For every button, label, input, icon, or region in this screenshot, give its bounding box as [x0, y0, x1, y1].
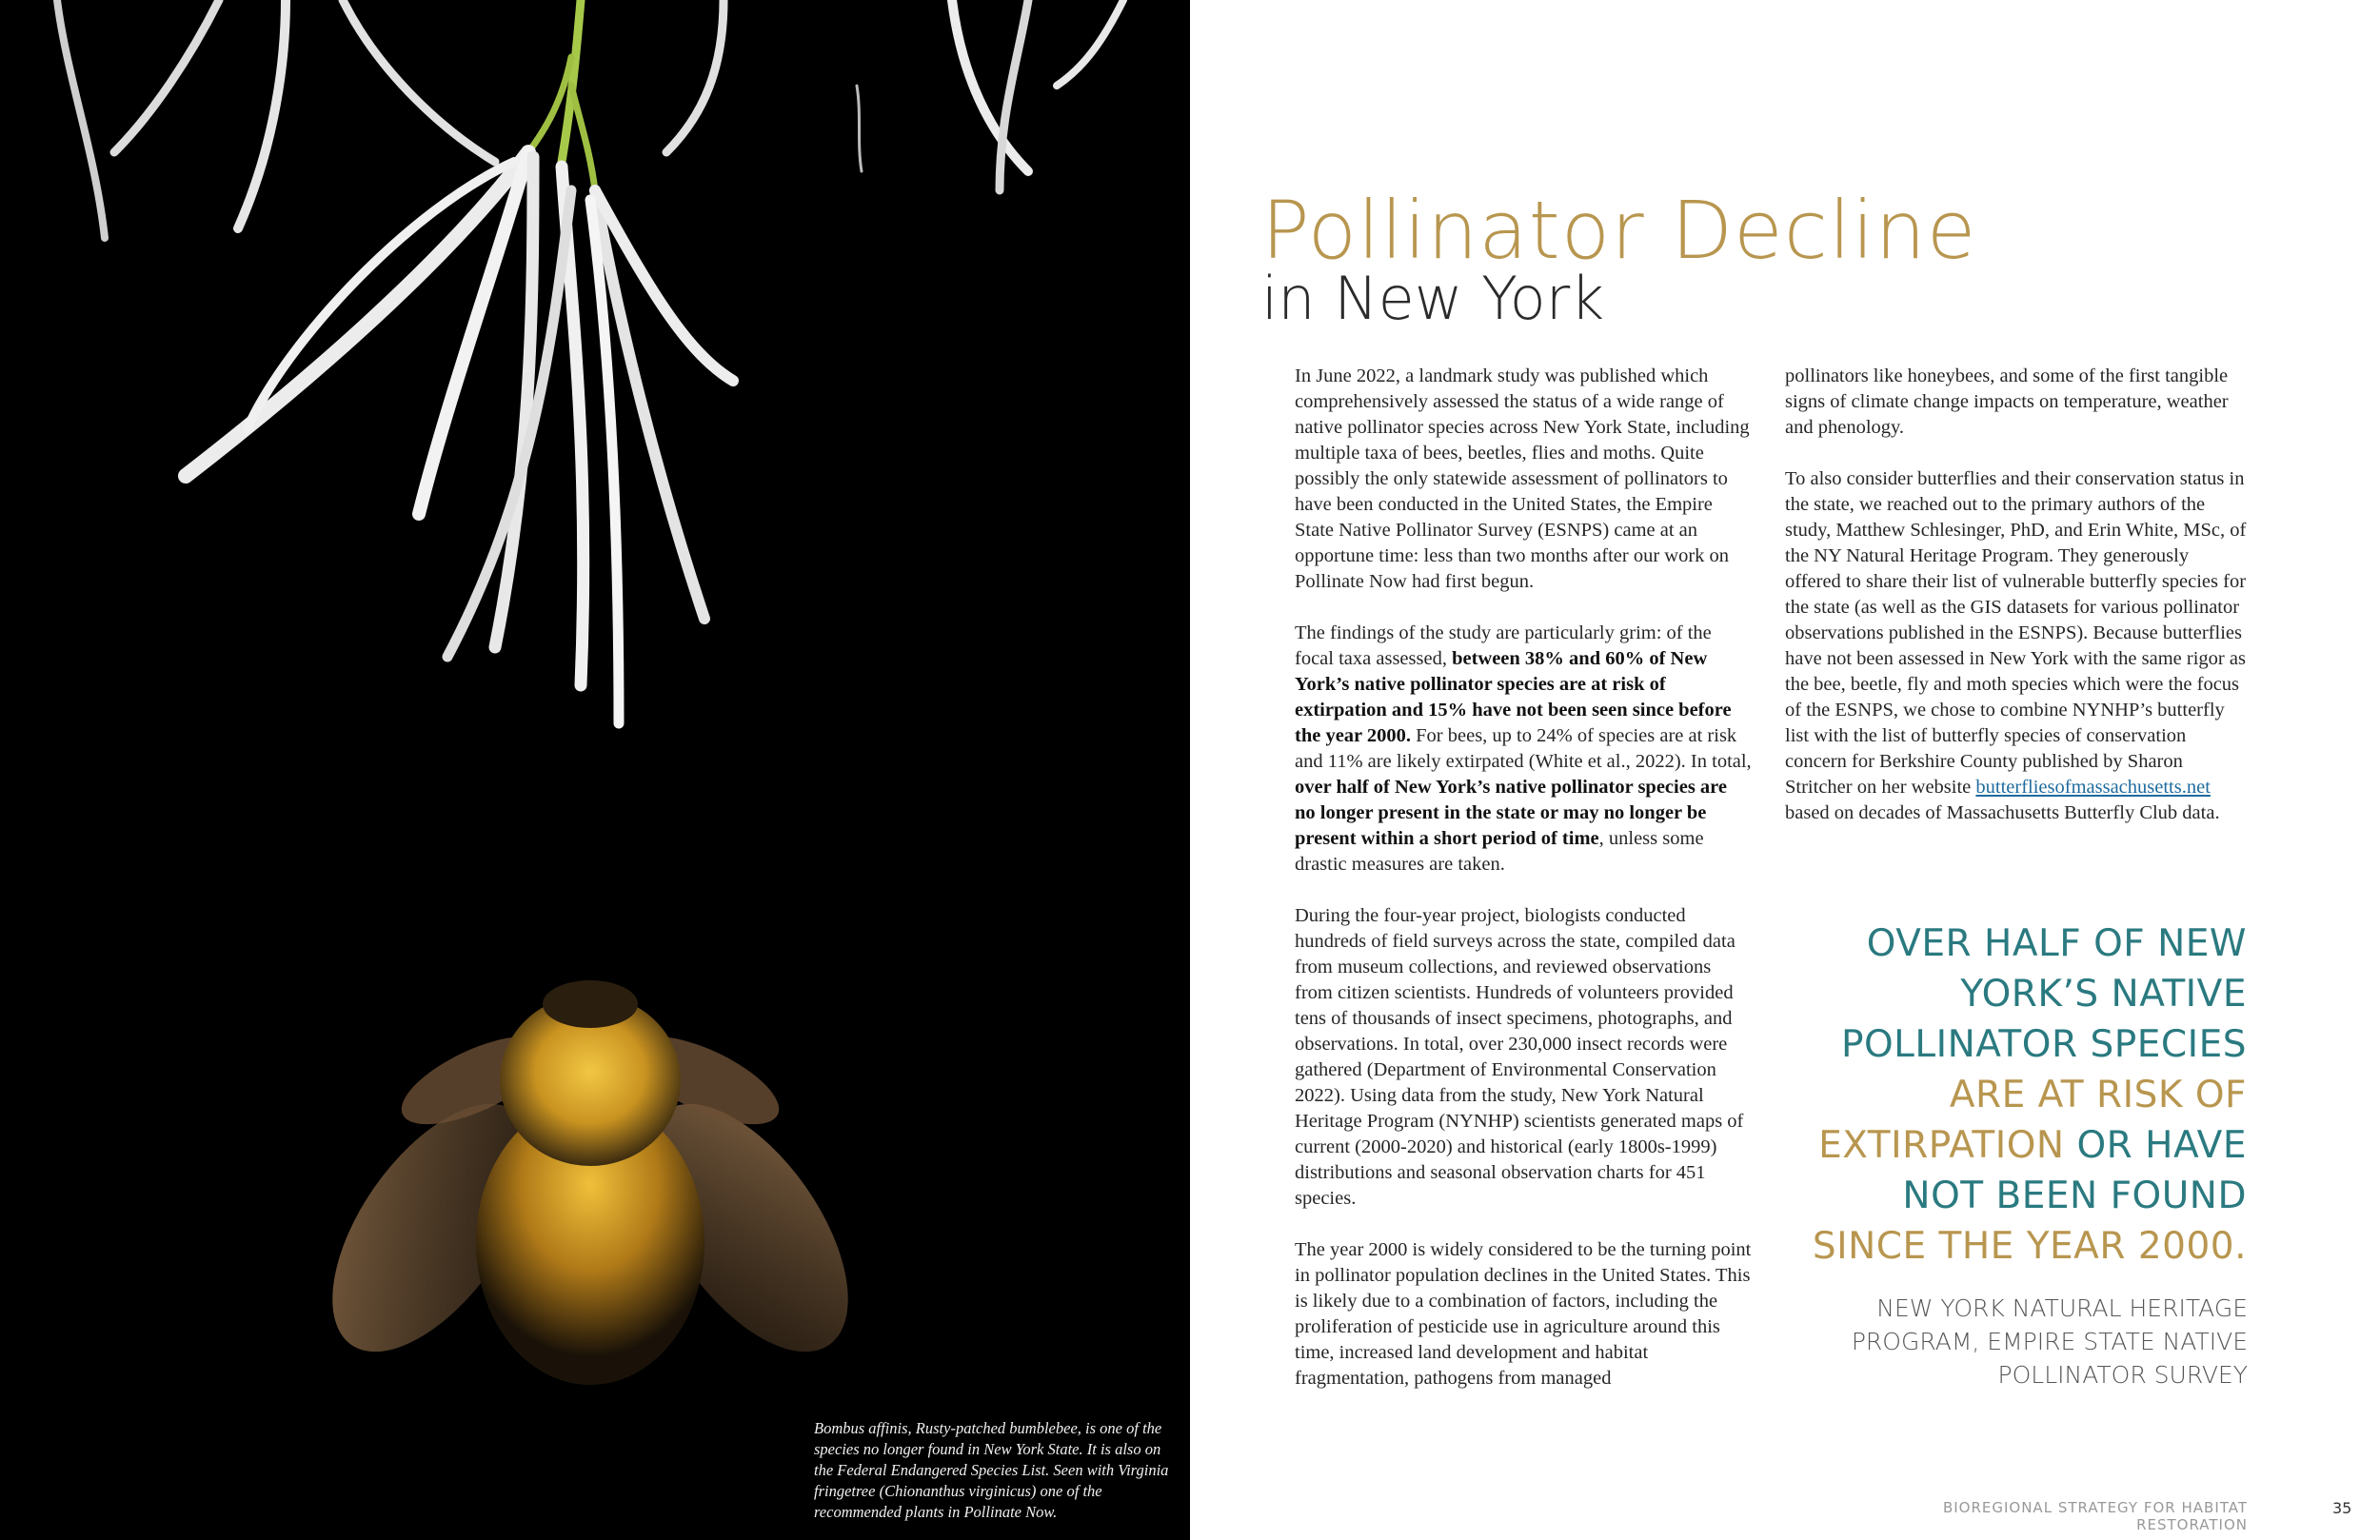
article-title: Pollinator Decline: [1261, 184, 1977, 277]
pull-quote: OVER HALF OF NEW YORK’S NATIVE POLLINATOR SPECIES ARE AT RISK OF EXTIRPATION OR HAVE NOT BEEN FOUND SINCE THE YEAR 2000.: [1812, 922, 2247, 1268]
article-subtitle: in New York: [1261, 264, 1605, 333]
paragraph: During the four-year project, biologists conducted hundreds of field surveys across the state, compiled data from museum collections, and reviewed observations from citizen scientists. Hundreds of volunteers provided tens of thousands of insect specimens, photographs, and observations. In total, over 230,000 insect records were gathered (Department of Environmental Conservation 2022). Using data from the study, New York Natural Heritage Program (NYNHP) scientists generated maps of current (2000-2020) and historical (early 1800s-1999) distributions and seasonal observation charts for 451 species.: [1295, 905, 1744, 1209]
paragraph: The year 2000 is widely considered to be the turning point in pollinator population declines in the United States. This is likely due to a combination of factors, including the proliferation of pesticide use in agriculture around this time, increased land development and habitat fragmentation, pathogens from managed: [1295, 1239, 1752, 1389]
pull-quote-source: NEW YORK NATURAL HERITAGE PROGRAM, EMPIRE STATE NATIVE POLLINATOR SURVEY: [1851, 1294, 2248, 1389]
paragraph: pollinators like honeybees, and some of the first tangible signs of climate change impacts on temperature, weather and phenology.: [1785, 365, 2229, 438]
article-page: [1190, 0, 2380, 1540]
paragraph: In June 2022, a landmark study was published which comprehensively assessed the status of a wide range of native pollinator species across New York State, including multiple taxa of bees, beetles, flies and moths. Quite possibly the only statewide assessment of pollinators to have been conducted in the United States, the Empire State Native Pollinator Survey (ESNPS) came at an opportune time: less than two months after our work on Pollinate Now had first begun.: [1295, 365, 1750, 592]
fringetree-flowers: [57, 0, 1123, 723]
page-number: 35: [2332, 1499, 2352, 1517]
butterflies-website-link[interactable]: butterfliesofmassachusetts.net: [1975, 777, 2211, 798]
body-column-1: [1295, 364, 1752, 1417]
running-footer: BIOREGIONAL STRATEGY FOR HABITAT RESTORATION: [1942, 1499, 2248, 1533]
photo-caption: Bombus affinis, Rusty-patched bumblebee, is one of the species no longer found in New York State. It is also on the Federal Endangered Species List. Seen with Virginia fringetree (Chionanthus virginicus) one of the recommended plants in Pollinate Now.: [814, 1419, 1169, 1521]
bold-emphasis: between 38% and 60% of New York’s native pollinator species are at risk of extirpation and 15% have not been seen since before the year 2000.: [1295, 648, 1732, 746]
paragraph: To also consider butterflies and their conservation status in the state, we reached out to the primary authors of the study, Matthew Schlesinger, PhD, and Erin White, MSc, of the NY Natural Heritage Program. They generously offered to share their list of vulnerable butterfly species for the state (as well as the GIS datasets for various pollinator observations published in the ESNPS). Because butterflies have not been assessed in New York with the same rigor as the bee, beetle, fly and moth species which were the focus of the ESNPS, we chose to combine NYNHP’s butterfly list with the list of butterfly species of conservation concern for Berkshire County published by Sharon Stritcher on her website butterfliesofmassachusetts.net based on decades of Massachusetts Butterfly Club data.: [1785, 468, 2247, 823]
bold-emphasis: over half of New York’s native pollinator species are no longer present in the state or may no longer be present within a short period of time: [1295, 777, 1727, 849]
body-column-2: [1785, 364, 2247, 852]
paragraph: The findings of the study are particularly grim: of the focal taxa assessed, between 38% and 60% of New York’s native pollinator species are at risk of extirpation and 15% have not been seen since before the year 2000. For bees, up to 24% of species are at risk and 11% are likely extirpated (White et al., 2022). In total, over half of New York’s native pollinator species are no longer present in the state or may no longer be present within a short period of time, unless some drastic measures are taken.: [1295, 622, 1752, 875]
bumblebee: [293, 980, 888, 1386]
